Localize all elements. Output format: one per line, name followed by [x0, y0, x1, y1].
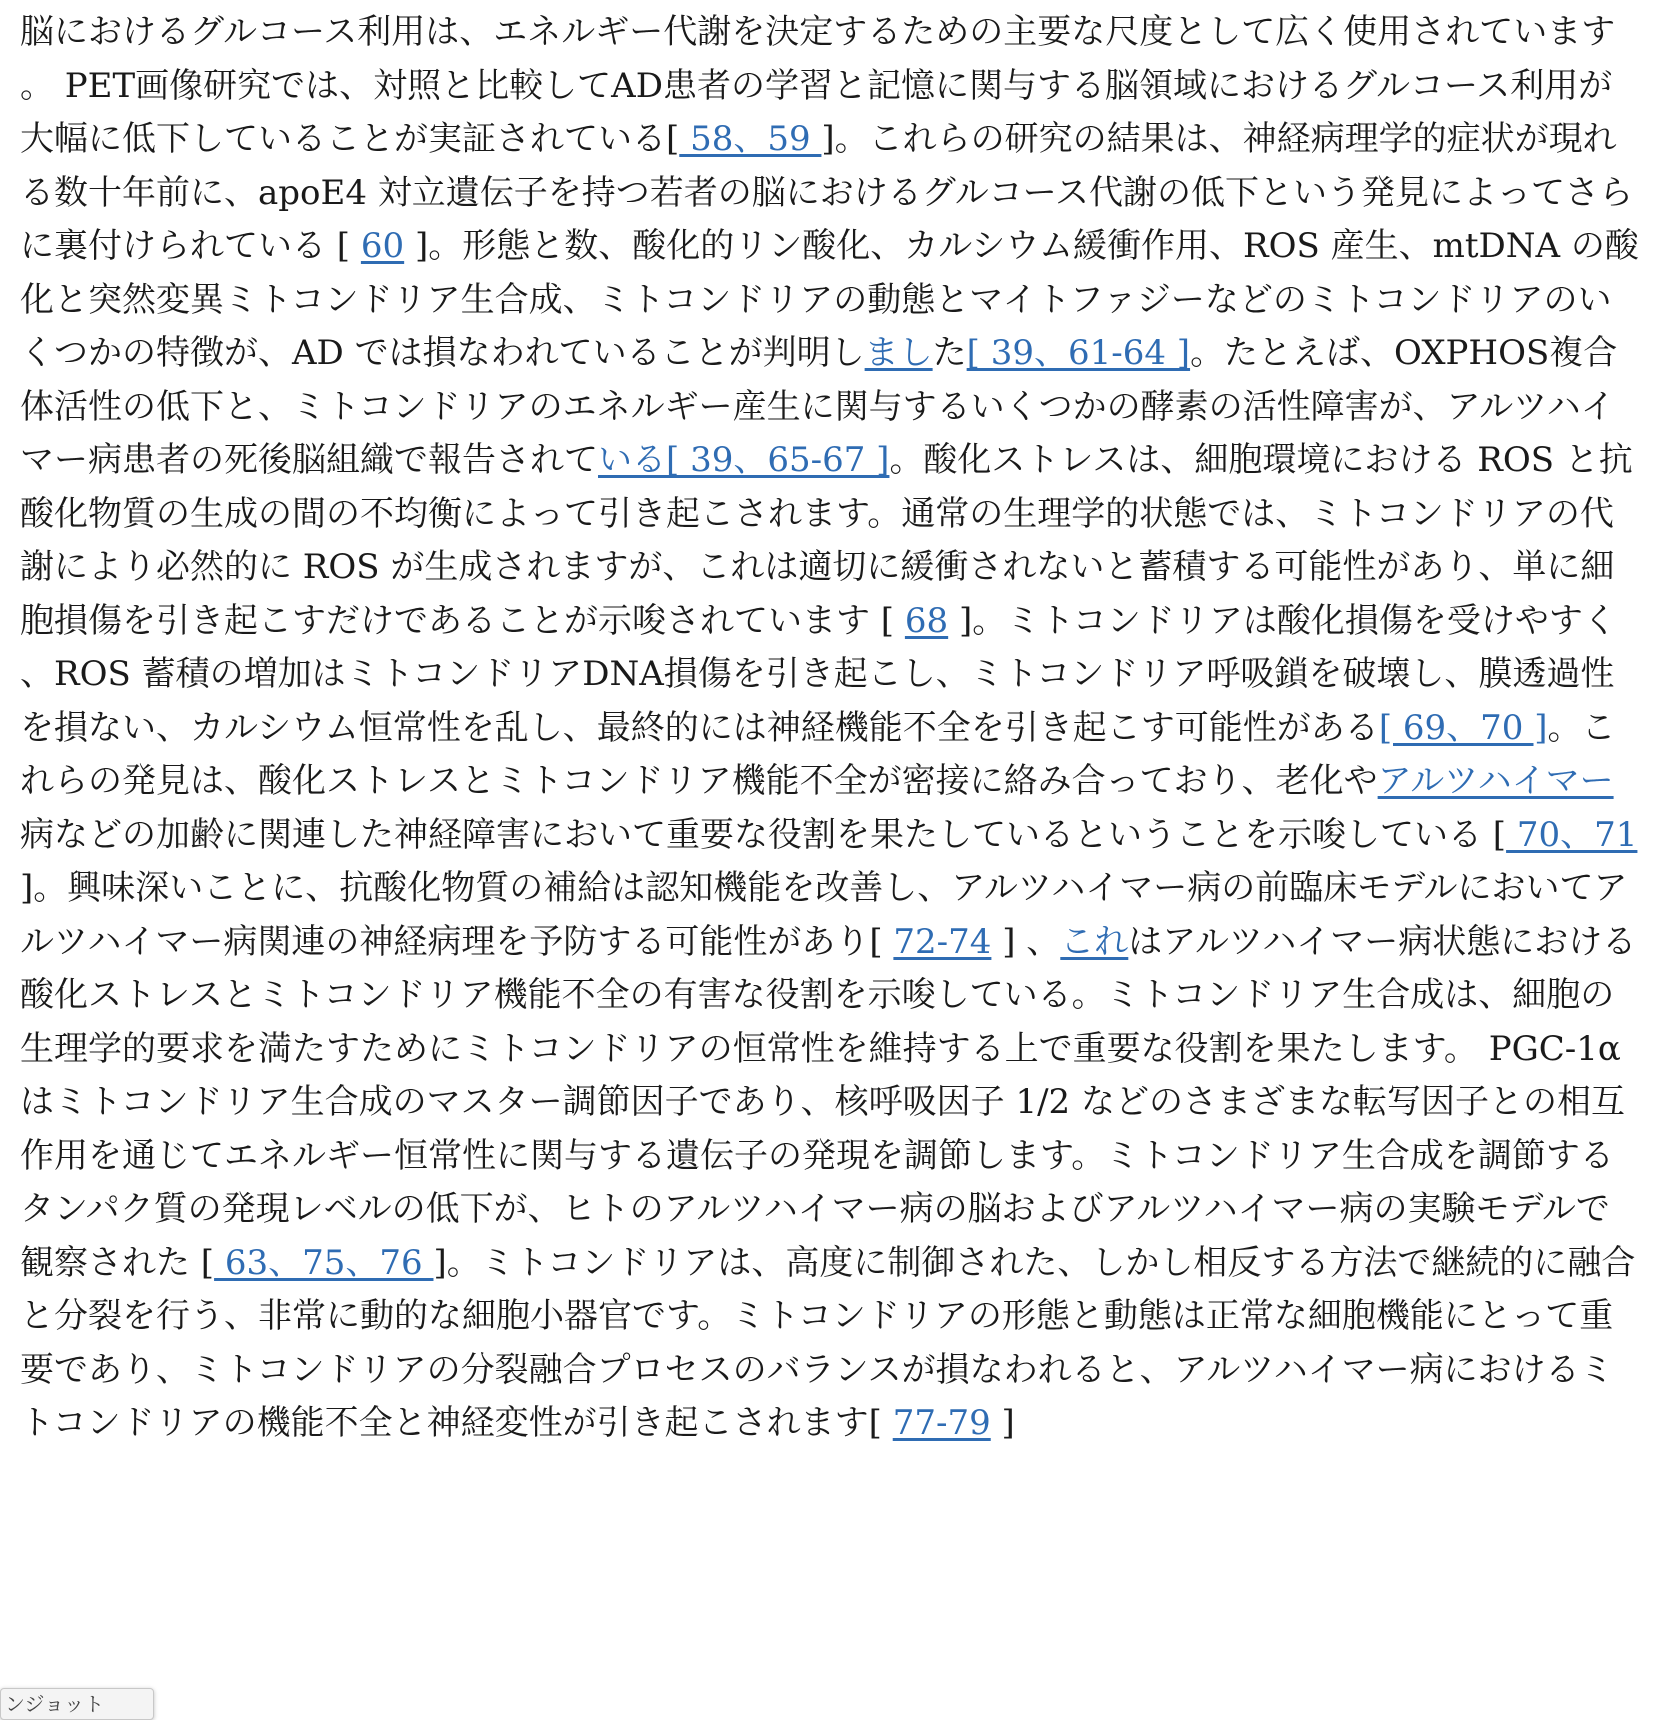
citation-58-59[interactable]: 58、59 — [679, 119, 822, 159]
body-text-run: 脳におけるグルコース利用は、エネルギー代謝を決定するための主要な尺度として広く使用されています。 PET画像研究では、対照と比較してAD患者の学習と記憶に関与する脳領域におけるグルコース利用が大幅に低下していることが実証されている[ — [20, 12, 1616, 159]
citation-72-74[interactable]: 72-74 — [893, 921, 992, 962]
body-text-run: 。たとえば、OXPHOS複合体活性の低下と、ミトコンドリアのエネルギー産生に関与するいくつかの酵素の活性障害が、アルツハイマー病患者の死後脳組織で報告されて — [20, 333, 1618, 480]
body-text-run: 。これらの発見は、酸化ストレスとミトコンドリア機能不全が密接に絡み合っており、老化や — [20, 707, 1616, 801]
body-text-run: た — [932, 333, 967, 373]
tooltip-fragment — [0, 1688, 154, 1720]
body-text-run: 病などの加齢に関連した神経障害において重要な役割を果たしているということを示唆している [ — [20, 814, 1507, 855]
citation-77-79[interactable]: 77-79 — [892, 1403, 991, 1443]
citation-69-70[interactable]: [ 69、70 ] — [1378, 707, 1548, 748]
link-alzheimer[interactable]: アルツハイマー — [1377, 761, 1614, 801]
body-text-run: ]。ミトコンドリアは、高度に制御された、しかし相反する方法で継続的に融合と分裂を行う、非常に動的な細胞小器官です。ミトコンドリアの形態と動態は正常な細胞機能にとって重要であり、ミトコンドリアの分裂融合プロセスのバランスが損なわれると、アルツハイマー病におけるミトコンドリアの機能不全と神経変性が引き起こされます[ — [20, 1242, 1636, 1443]
citation-70-71[interactable]: 70、71 — [1506, 814, 1638, 855]
citation-68[interactable]: 68 — [904, 600, 949, 641]
body-text-run: ] — [990, 1403, 1015, 1443]
link-kore[interactable]: これ — [1060, 921, 1129, 962]
citation-63-75-76[interactable]: 63、75、76 — [214, 1242, 434, 1283]
body-text-run: ]。興味深いことに、抗酸化物質の補給は認知機能を改善し、アルツハイマー病の前臨床モデルにおいてアルツハイマー病関連の神経病理を予防する可能性があり[ — [20, 868, 1628, 962]
citation-60[interactable]: 60 — [360, 226, 405, 266]
body-text-run: はアルツハイマー病状態における酸化ストレスとミトコンドリア機能不全の有害な役割を示唆している。ミトコンドリア生合成は、細胞の生理学的要求を満たすためにミトコンドリアの恒常性を維持する上で重要な役割を果たします。 PGC-1α はミトコンドリア生合成のマスター調節因子であり、核呼吸因子 1/2 などのさまざまな転写因子との相互作用を通じてエネルギー恒常性に関与する遺伝子の発現を調節します。ミトコンドリア生合成を調節するタンパク質の発現レベルの低下が、ヒトのアルツハイマー病の脳およびアルツハイマー病の実験モデルで観察された [ — [20, 921, 1637, 1283]
body-text-run: ] 、 — [991, 921, 1061, 962]
citation-39-61-64[interactable]: [ 39、61-64 ] — [966, 333, 1191, 373]
body-text-run: ]。これらの研究の結果は、神経病理学的症状が現れる数十年前に、apoE4 対立遺伝子を持つ若者の脳におけるグルコース代謝の低下という発見によってさらに裏付けられている [ — [20, 119, 1634, 266]
article-paragraph — [20, 6, 1642, 1451]
link-iru[interactable]: いる — [598, 440, 666, 480]
body-text-run: ]。ミトコンドリアは酸化損傷を受けやすく、ROS 蓄積の増加はミトコンドリアDNA損傷を引き起こし、ミトコンドリア呼吸鎖を破壊し、膜透過性を損ない、カルシウム恒常性を乱し、最終的には神経機能不全を引き起こす可能性がある — [20, 600, 1617, 748]
citation-39-65-67[interactable]: [ 39、65-67 ] — [666, 440, 890, 480]
body-text-run: 。酸化ストレスは、細胞環境における ROS と抗酸化物質の生成の間の不均衡によって引き起こされます。通常の生理学的状態では、ミトコンドリアの代謝により必然的に ROS が生成されますが、これは適切に緩衝されないと蓄積する可能性があり、単に細胞損傷を引き起こすだけであることが示唆されています [ — [20, 440, 1633, 641]
link-mashita[interactable]: まし — [864, 333, 933, 373]
tooltip-label: ンジョット — [5, 1692, 105, 1716]
body-text-run: ]。形態と数、酸化的リン酸化、カルシウム緩衝作用、ROS 産生、mtDNA の酸化と突然変異ミトコンドリア生合成、ミトコンドリアの動態とマイトファジーなどのミトコンドリアのいくつかの特徴が、AD では損なわれていることが判明し — [20, 226, 1639, 373]
